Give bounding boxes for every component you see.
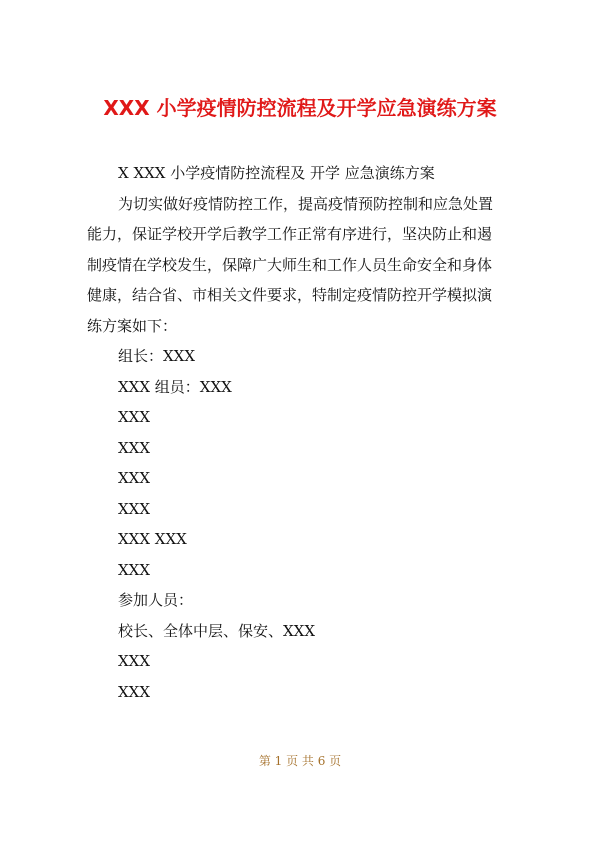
participants-line: 校长、全体中层、保安、XXX — [118, 621, 316, 640]
paragraph-line: 练方案如下： — [87, 316, 178, 335]
team-leader-line: 组长：XXX — [118, 347, 196, 365]
member-name-line: XXX — [118, 560, 151, 579]
paragraph-line: 健康，结合省、市相关文件要求，特制定疫情防控开学模拟演 — [87, 286, 493, 304]
participant-name-line: XXX — [118, 652, 151, 670]
team-member-line: XXX 组员：XXX — [118, 377, 232, 396]
member-name-line: XXX — [118, 438, 151, 457]
member-name-line: XXX XXX — [118, 530, 187, 548]
paragraph-line: 为切实做好疫情防控工作，提高疫情预防控制和应急处置 — [118, 194, 494, 213]
paragraph-line: 能力，保证学校开学后教学工作正常有序进行，坚决防止和遏 — [87, 225, 493, 243]
member-name-line: XXX — [118, 408, 151, 426]
document-body — [87, 158, 527, 707]
member-name-line: XXX — [118, 469, 151, 487]
paragraph-line: 制疫情在学校发生，保障广大师生和工作人员生命安全和身体 — [87, 255, 493, 274]
subtitle-line: X XXX 小学疫情防控流程及 开学 应急演练方案 — [118, 164, 435, 182]
participants-heading: 参加人员： — [118, 591, 194, 609]
document-title: XXX 小学疫情防控流程及开学应急演练方案 — [103, 96, 497, 120]
page-number-footer: 第 1 页 共 6 页 — [258, 754, 342, 768]
participant-name-line: XXX — [118, 682, 151, 701]
member-name-line: XXX — [118, 499, 151, 518]
